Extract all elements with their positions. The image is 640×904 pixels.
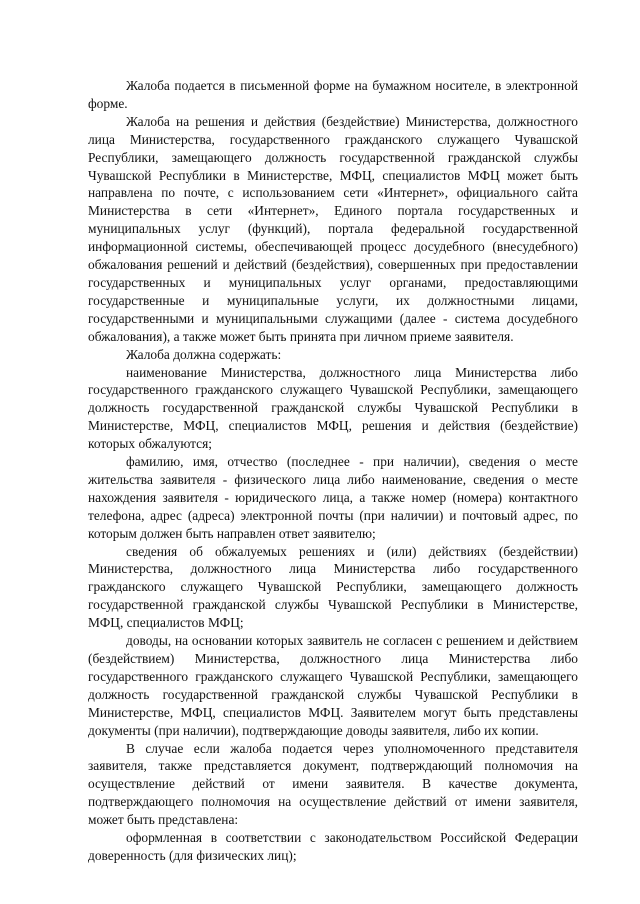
document-page — [88, 77, 578, 865]
paragraph-representative: В случае если жалоба подается через уполномоченного представителя заявителя, также представляется документ, подтверждающий полномочия на осуществление действий от имени заявителя. В качестве документа, подтверждающего полномочия на осуществление действий от имени заявителя, может быть представлена: — [88, 740, 578, 828]
paragraph-power-of-attorney: оформленная в соответствии с законодательством Российской Федерации доверенность (для физических лиц); — [88, 830, 578, 863]
paragraph-contents-arguments: доводы, на основании которых заявитель не согласен с решением и действием (бездействием) Министерства, должностного лица Министерства либо государственного гражданского служащего Чувашской Республики, замещающего должность государственной гражданской службы Чувашской Республики в Министерстве, МФЦ, специалистов МФЦ. Заявителем могут быть представлены документы (при наличии), подтверждающие доводы заявителя, либо их копии. — [88, 633, 578, 738]
paragraph-contents-appealed-actions: сведения об обжалуемых решениях и (или) действиях (бездействии) Министерства, должностного лица Министерства либо государственного гражданского служащего Чувашской Республики, замещающего должность государственной гражданской службы Чувашской Республики в Министерстве, МФЦ, специалистов МФЦ; — [88, 543, 578, 631]
paragraph-complaint-contents-intro: Жалоба должна содержать: — [126, 346, 282, 362]
paragraph-contents-authority-name: наименование Министерства, должностного лица Министерства либо государственного гражданского служащего Чувашской Республики, замещающего должность государственной гражданской службы Чувашской Республики в Министерстве, МФЦ, специалистов МФЦ, решения и действия (бездействие) которых обжалуются; — [88, 364, 578, 452]
paragraph-complaint-form: Жалоба подается в письменной форме на бумажном носителе, в электронной форме. — [88, 78, 578, 111]
paragraph-contents-applicant-details: фамилию, имя, отчество (последнее - при наличии), сведения о месте жительства заявителя - физического лица либо наименование, сведения о месте нахождения заявителя - юридического лица, а также номер (номера) контактного телефона, адрес (адреса) электронной почты (при наличии) и почтовый адрес, по которым должен быть направлен ответ заявителю; — [88, 454, 578, 541]
paragraph-complaint-channels: Жалоба на решения и действия (бездействие) Министерства, должностного лица Министерства, государственного гражданского служащего Чувашской Республики, замещающего должность государственной гражданской службы Чувашской Республики в Министерстве, МФЦ, специалистов МФЦ может быть направлена по почте, с использованием сети «Интернет», официального сайта Министерства в сети «Интернет», Единого портала государственных и муниципальных услуг (функций), портала федеральной государственной информационной системы, обеспечивающей процесс досудебного (внесудебного) обжалования решений и действий (бездействия), совершенных при предоставлении государственных и муниципальных услуг органами, предоставляющими государственные и муниципальные услуги, их должностными лицами, государственными и муниципальными служащими (далее - система досудебного обжалования), а также может быть принята при личном приеме заявителя. — [88, 113, 578, 344]
